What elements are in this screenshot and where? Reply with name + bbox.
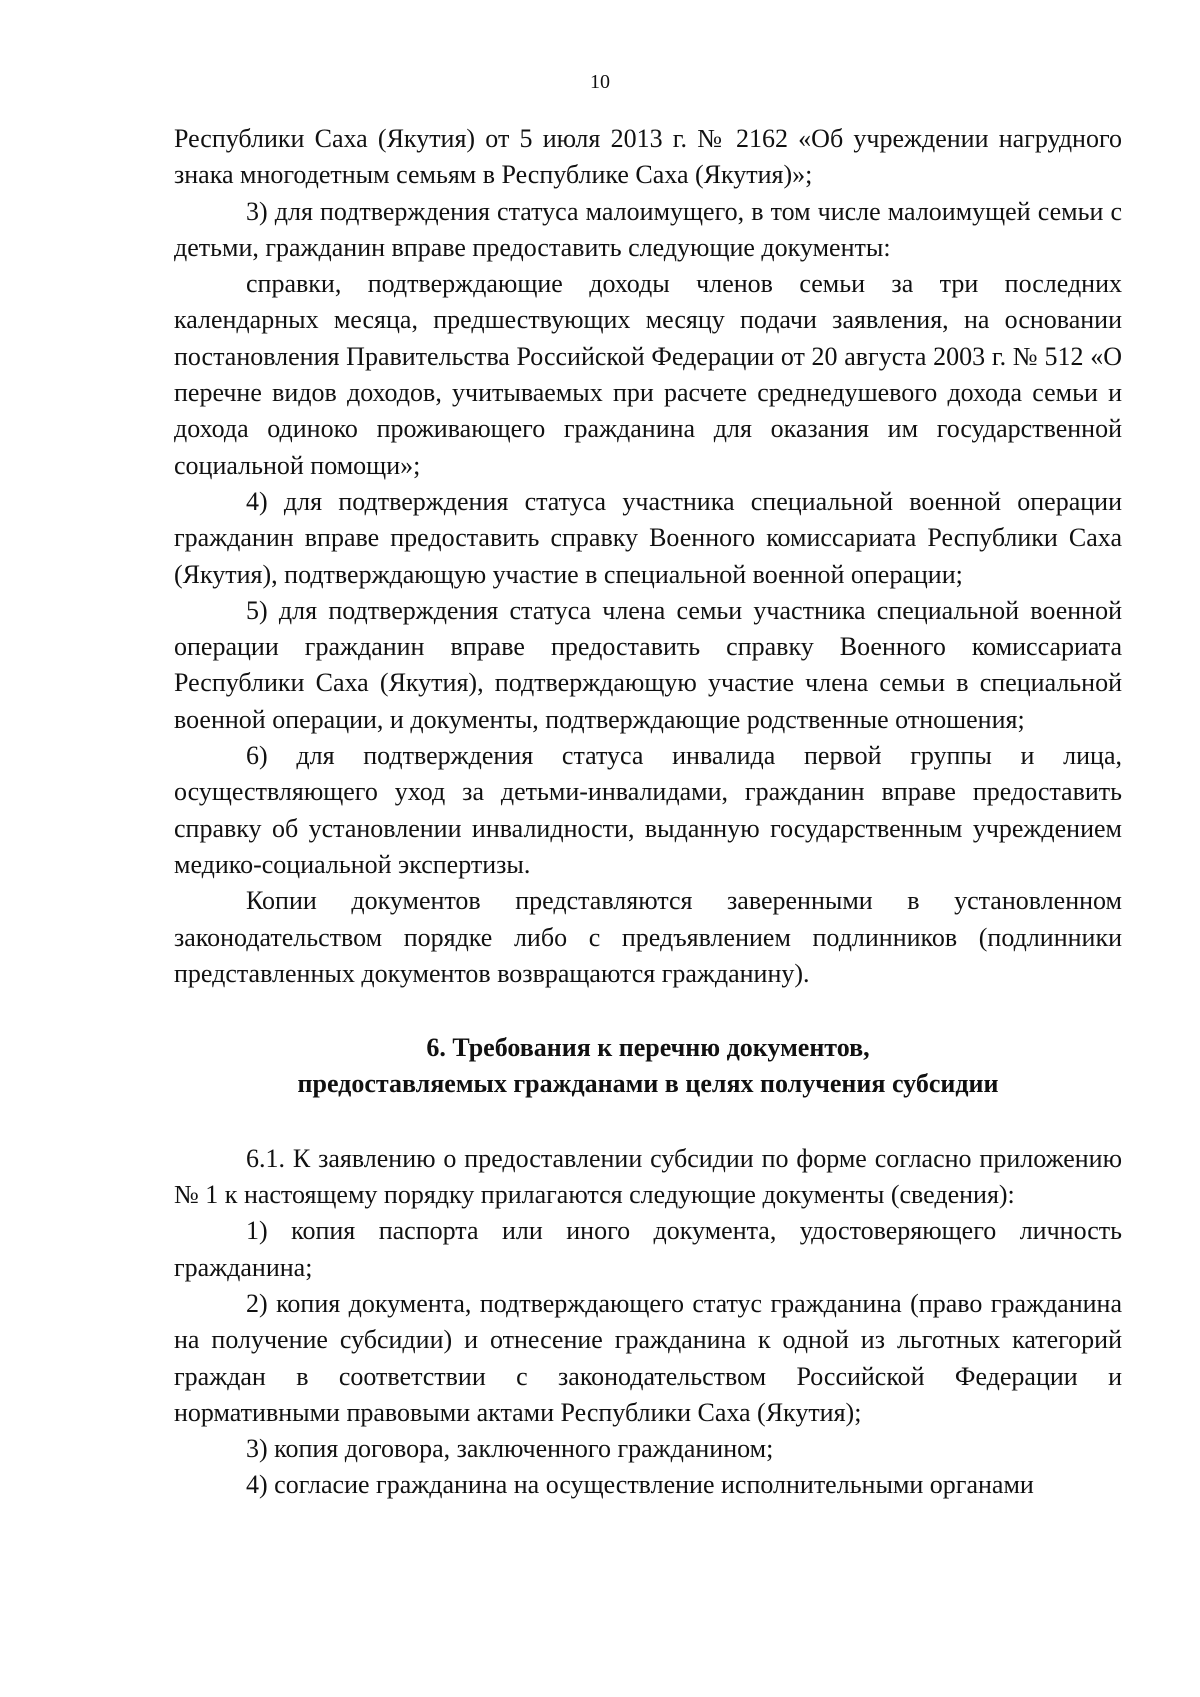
paragraph-item-3: 3) для подтверждения статуса малоимущего, в том числе малоимущей семьи с детьми, гражданин вправе предоставить следующие документы:: [174, 196, 1122, 262]
paragraph-continuation: Республики Саха (Якутия) от 5 июля 2013 г. № 2162 «Об учреждении нагрудного знака многодетным семьям в Республике Саха (Якутия)»;: [174, 124, 1122, 190]
paragraph-copies-note: Копии документов представляются заверенными в установленном законодательством порядке либо с предъявлением подлинников (подлинники представленных документов возвращаются гражданину).: [174, 886, 1122, 988]
section-heading-line-2: предоставляемых гражданами в целях получения субсидии: [297, 1069, 999, 1099]
paragraph-list-item-4: 4) согласие гражданина на осуществление исполнительными органами: [246, 1470, 1034, 1500]
paragraph-item-5: 5) для подтверждения статуса члена семьи участника специальной военной операции гражданин вправе предоставить справку Военного комиссариата Республики Саха (Якутия), подтверждающую участие члена семьи в специальной военной операции, и документы, подтверждающие родственные отношения;: [174, 595, 1122, 734]
paragraph-income-certificates: справки, подтверждающие доходы членов семьи за три последних календарных месяца, предшествующих месяцу подачи заявления, на основании постановления Правительства Российской Федерации от 20 августа 2003 г. № 512 «О перечне видов доходов, учитываемых при расчете среднедушевого дохода семьи и дохода одиноко проживающего гражданина для оказания им государственной социальной помощи»;: [174, 269, 1122, 480]
section-heading: [174, 1030, 1122, 1103]
paragraph-item-4: 4) для подтверждения статуса участника специальной военной операции гражданин вправе предоставить справку Военного комиссариата Республики Саха (Якутия), подтверждающую участие в специальной военной операции;: [174, 486, 1122, 589]
paragraph-list-item-1: 1) копия паспорта или иного документа, удостоверяющего личность гражданина;: [174, 1216, 1122, 1282]
paragraph-item-6: 6) для подтверждения статуса инвалида первой группы и лица, осуществляющего уход за детьми-инвалидами, гражданин вправе предоставить справку об установлении инвалидности, выданную государственным учреждением медико-социальной экспертизы.: [174, 741, 1122, 879]
paragraph-list-item-2: 2) копия документа, подтверждающего статус гражданина (право гражданина на получение субсидии) и отнесение гражданина к одной из льготных категорий граждан в соответствии с законодательством Российской Федерации и нормативными правовыми актами Республики Саха (Якутия);: [174, 1288, 1122, 1427]
document-body: [174, 121, 1122, 1504]
paragraph-list-item-3: 3) копия договора, заключенного гражданином;: [246, 1434, 774, 1464]
section-heading-line-1: 6. Требования к перечню документов,: [426, 1033, 870, 1063]
paragraph-6-1: 6.1. К заявлению о предоставлении субсидии по форме согласно приложению № 1 к настоящему порядку прилагаются следующие документы (сведения):: [174, 1143, 1122, 1210]
page-number: 10: [590, 71, 610, 93]
